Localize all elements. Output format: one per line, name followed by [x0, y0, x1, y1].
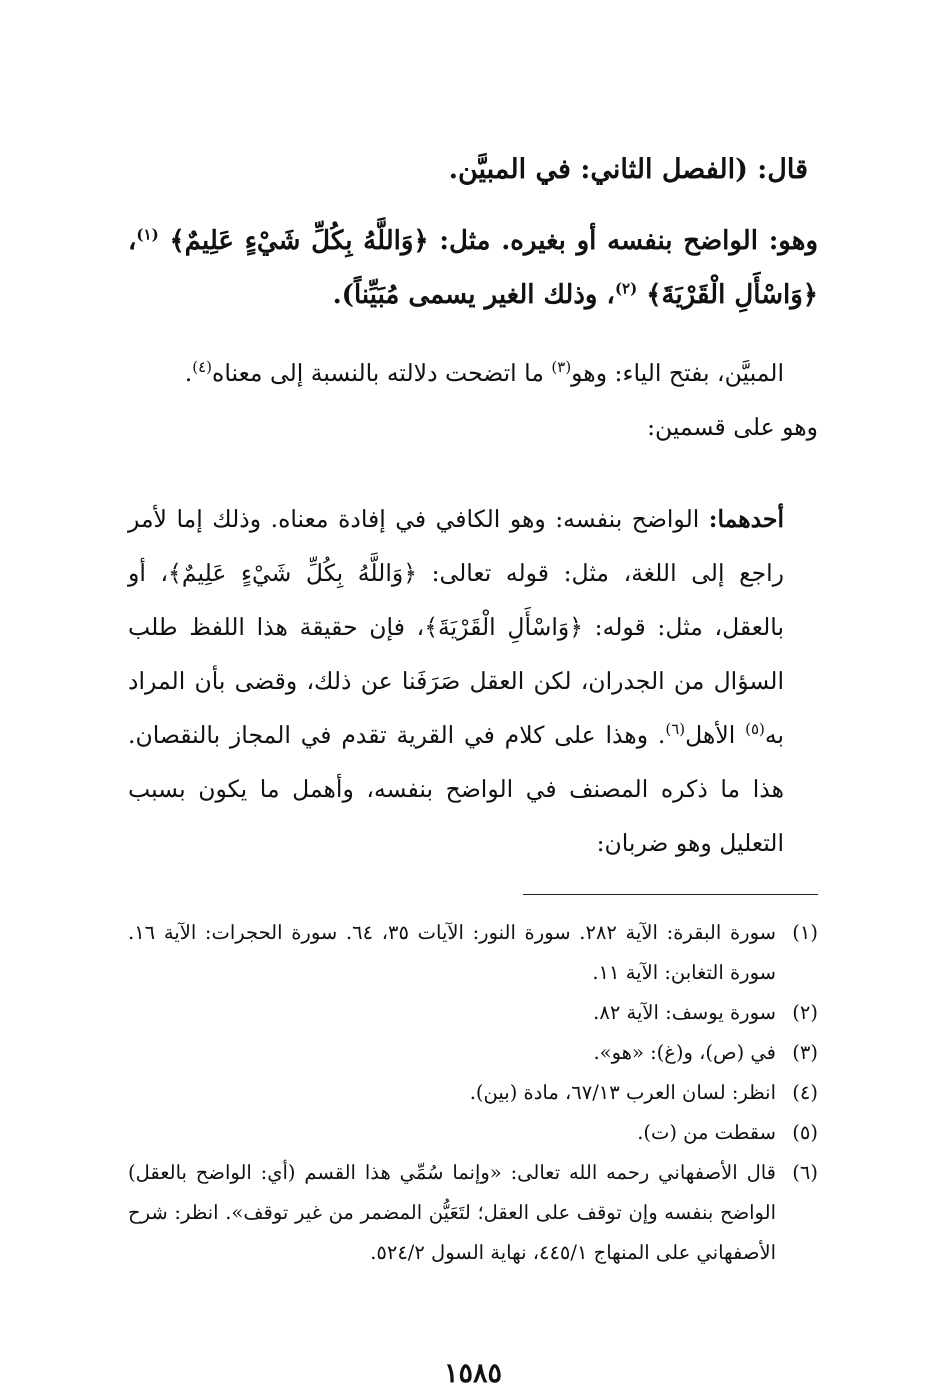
footnote-text: في (ص)، و(غ): «هو».: [593, 1041, 776, 1064]
commentary-paragraph-first-type: [128, 492, 818, 870]
paragraph-text: المبيَّن، بفتح الياء: وهو: [571, 359, 784, 387]
footnote-number: (٤): [792, 1081, 818, 1104]
commentary-paragraph-division: [128, 400, 818, 454]
section-heading: قال: (الفصل الثاني: في المبيَّن.: [448, 154, 808, 185]
footnote-number: (٥): [792, 1121, 818, 1144]
paragraph-text: . وهذا على كلام في القرية تقدم في المجاز بالنقصان. هذا ما ذكره المصنف في الواضح بنفسه، وأهمل ما يكون بسبب التعليل وهو ضربان:: [128, 721, 784, 857]
paragraph-text: الأهل: [685, 721, 746, 749]
footnote-number: (٣): [792, 1041, 818, 1064]
paragraph-text: وهو على قسمين:: [647, 413, 818, 441]
matn-statement: [128, 214, 818, 322]
footnote-text: سقطت من (ت).: [637, 1121, 776, 1144]
footnote-number: (٢): [792, 1001, 818, 1024]
commentary-paragraph-definition: [128, 346, 818, 400]
footnote-ref-1: (١): [136, 225, 159, 244]
footnote-text: قال الأصفهاني رحمه الله تعالى: «وإنما سُمِّي هذا القسم (أي: الواضح بالعقل) الواضح بنفسه وإن توقف على العقل؛ لتَعَيُّن المضمر من غير توقف». انظر: شرح الأصفهاني على المنهاج ٤٤٥/١، نهاية السول ٥٢٤/٢.: [128, 1161, 776, 1264]
page-number: ١٥٨٥: [443, 1358, 502, 1389]
footnote: [128, 1153, 818, 1273]
footnote-text: سورة يوسف: الآية ٨٢.: [593, 1001, 776, 1024]
footnote-divider: [523, 894, 818, 895]
footnote-text: سورة البقرة: الآية ٢٨٢. سورة النور: الآيات ٣٥، ٦٤. سورة الحجرات: الآية ١٦. سورة التغابن: الآية ١١.: [128, 921, 777, 984]
paragraph-text: الواضح بنفسه: وهو الكافي في إفادة معناه. وذلك إما لأمر راجع إلى اللغة، مثل: قوله تعالى: ﴿وَاللَّهُ بِكُلِّ شَيْءٍ عَلِيمٌ﴾، أو بالعقل، مثل: قوله: ﴿وَاسْأَلِ الْقَرْيَةَ﴾، فإن حقيقة هذا اللفظ طلب السؤال من الجدران، لكن العقل صَرَفَنا عن ذلك، وقضى بأن المراد به: [128, 505, 784, 749]
paragraph-text: .: [184, 359, 193, 387]
footnotes-section: [128, 913, 818, 1273]
statement-text: ، ﴿وَاسْأَلِ الْقَرْيَةَ﴾: [128, 226, 818, 310]
book-page: [128, 120, 818, 1389]
footnote-text: انظر: لسان العرب ٦٧/١٣، مادة (بين).: [469, 1081, 776, 1104]
footnote: [128, 913, 818, 993]
footnote: [128, 1073, 818, 1113]
statement-text: ، وذلك الغير يسمى مُبَيِّناً).: [332, 280, 615, 310]
statement-text: وهو: الواضح بنفسه أو بغيره. مثل: ﴿وَاللَّهُ بِكُلِّ شَيْءٍ عَلِيمٌ﴾: [158, 226, 818, 256]
footnote: [128, 993, 818, 1033]
paragraph-text: ما اتضحت دلالته بالنسبة إلى معناه: [212, 359, 552, 387]
footnote: [128, 1033, 818, 1073]
footnote-ref-4: (٤): [192, 358, 213, 377]
footnote-ref-2: (٢): [614, 279, 638, 298]
footnote: [128, 1113, 818, 1153]
footnote-number: (١): [792, 921, 818, 944]
footnote-ref-6: (٦): [665, 720, 686, 739]
footnote-ref-3: (٣): [551, 358, 572, 377]
footnote-ref-5: (٥): [745, 720, 765, 739]
footnote-number: (٦): [792, 1161, 818, 1184]
paragraph-lead: أحدهما:: [708, 505, 784, 533]
